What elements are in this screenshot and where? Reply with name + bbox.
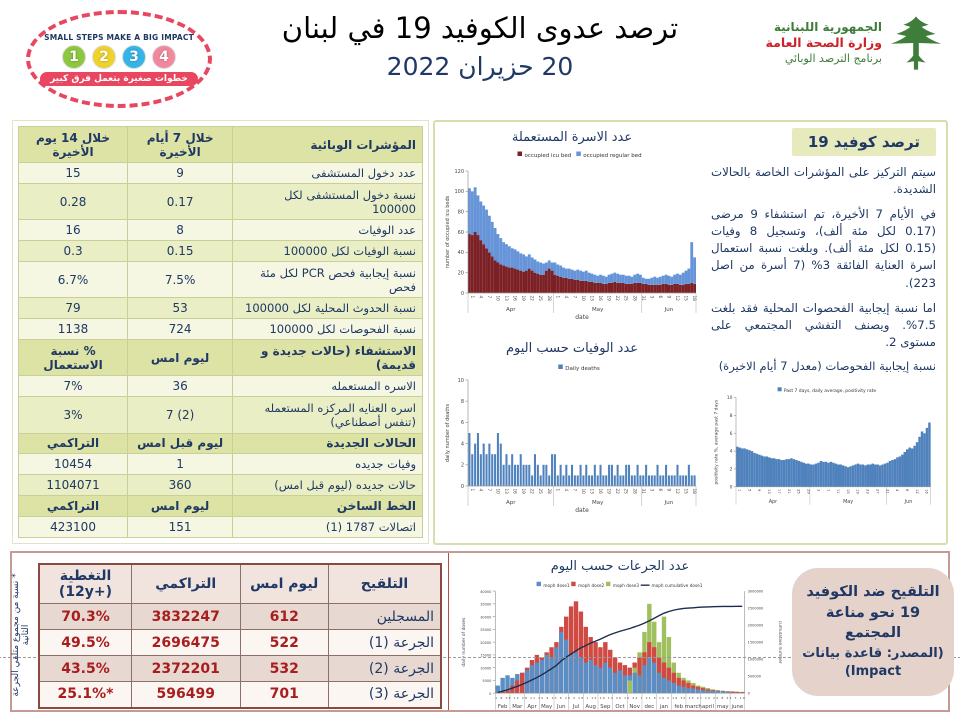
svg-text:Jun: Jun: [557, 703, 566, 710]
svg-text:19: 19: [521, 295, 527, 301]
svg-text:4: 4: [563, 295, 569, 299]
table-section-header: [19, 127, 423, 163]
svg-text:4: 4: [729, 449, 733, 455]
immunity-box-text: التلقيح ضد الكوفيد 19 نحو مناعة المجتمع: [806, 584, 940, 641]
step-1-circle: 1: [62, 45, 86, 69]
svg-text:Sep: Sep: [600, 703, 611, 710]
svg-text:12: 12: [675, 295, 680, 301]
svg-text:30000: 30000: [480, 615, 492, 620]
svg-text:19: 19: [606, 488, 612, 494]
header-cell: ليوم امس: [128, 496, 233, 517]
svg-text:Apr: Apr: [768, 498, 778, 505]
svg-text:4: 4: [895, 488, 900, 492]
indicator-value: 8: [128, 220, 233, 241]
header-cell: التراكمي: [19, 496, 128, 517]
table-row: [39, 656, 441, 682]
dose-value: 49.5%: [39, 630, 131, 656]
header-cell: خلال 7 أيام الأخيرة: [128, 127, 233, 163]
table-row: [19, 298, 423, 319]
svg-text:60: 60: [457, 229, 464, 236]
dose-value: 532: [240, 656, 328, 682]
svg-text:13: 13: [589, 488, 595, 494]
indicator-label: وفيات جديده: [233, 454, 423, 475]
svg-text:15000: 15000: [480, 653, 492, 658]
title-block: [250, 10, 710, 81]
svg-text:25: 25: [796, 488, 801, 494]
positivity-rate-chart: [711, 373, 936, 531]
doses-chart-block: [458, 555, 782, 720]
svg-text:120: 120: [454, 168, 464, 175]
indicator-value: 79: [19, 298, 128, 319]
svg-text:16: 16: [598, 295, 604, 301]
svg-text:1: 1: [555, 488, 561, 492]
table-row: [19, 319, 423, 340]
svg-text:moph cumulative dose1: moph cumulative dose1: [651, 582, 703, 588]
svg-text:1: 1: [469, 295, 475, 299]
svg-text:28: 28: [632, 488, 638, 494]
dose-value: 70.3%: [39, 604, 131, 630]
svg-text:19: 19: [855, 488, 860, 494]
table-row: [39, 682, 441, 708]
table-header-row: [39, 564, 441, 604]
indicator-label: اتصالات 1787 (1): [233, 517, 423, 538]
svg-text:10000: 10000: [480, 666, 492, 671]
header-cell: التراكمي: [19, 433, 128, 454]
svg-text:1000000: 1000000: [747, 657, 764, 662]
indicator-value: 0.3: [19, 241, 128, 262]
svg-text:13: 13: [504, 488, 509, 494]
occupied-beds-chart: [439, 145, 705, 337]
deaths-chart-block: [439, 341, 705, 530]
svg-text:occupied regular bed: occupied regular bed: [583, 152, 642, 159]
svg-text:date: date: [575, 507, 589, 514]
campaign-slogan-ar: خطوات صغيرة بتعمل فرق كبير: [40, 72, 198, 86]
svg-text:25: 25: [538, 488, 544, 494]
svg-text:Apr: Apr: [506, 307, 516, 313]
charts-column: [435, 122, 707, 543]
svg-text:6: 6: [460, 420, 464, 427]
indicator-label: نسبة الحدوث المحلية لكل 100000: [233, 298, 423, 319]
svg-text:11: 11: [836, 488, 841, 494]
svg-text:21: 21: [786, 488, 791, 494]
svg-text:May: May: [541, 703, 553, 710]
indicator-value: 360: [128, 475, 233, 496]
step-2-circle: 2: [92, 45, 116, 69]
svg-text:28: 28: [632, 295, 638, 301]
indicator-value: 423100: [19, 517, 128, 538]
indicator-value: 0.28: [19, 184, 128, 220]
report-date: 20 حزيران 2022: [386, 51, 574, 81]
vaccination-table: [38, 563, 442, 709]
svg-text:23: 23: [865, 488, 870, 494]
indicator-value: 15: [19, 163, 128, 184]
dose-value: 43.5%: [39, 656, 131, 682]
dose-value: 596499: [131, 682, 240, 708]
page-title: ترصد عدوى الكوفيد 19 في لبنان: [281, 11, 679, 45]
table-row: [19, 220, 423, 241]
dose-value: 2696475: [131, 630, 240, 656]
svg-text:9: 9: [666, 295, 672, 299]
svg-text:29: 29: [806, 488, 811, 494]
svg-text:1500000: 1500000: [747, 640, 764, 645]
dose-label: الجرعة (3): [328, 682, 441, 708]
header-cell: ليوم امس: [240, 564, 328, 604]
svg-text:28: 28: [546, 488, 552, 494]
indicator-value: 9: [128, 163, 233, 184]
svg-text:8: 8: [460, 399, 464, 405]
indicator-label: نسبة إيجابية فحص PCR لكل مئة فحص: [233, 262, 423, 298]
svg-text:Past 7 days, daily average, po: Past 7 days, daily average, positivity rate: [783, 388, 877, 394]
table-row: [19, 184, 423, 220]
svg-text:Mar: Mar: [512, 703, 523, 710]
svg-text:4: 4: [460, 441, 464, 448]
indicator-value: 1104071: [19, 475, 128, 496]
header-cell: التلقيح: [328, 564, 441, 604]
svg-text:feb: feb: [674, 703, 684, 710]
svg-text:2: 2: [460, 462, 464, 469]
vaccination-footnote: * نسبة من مجموع متلقي الجرعة الثانية: [11, 573, 31, 697]
indicator-value: 151: [128, 517, 233, 538]
svg-text:19: 19: [606, 295, 612, 301]
svg-text:13: 13: [589, 295, 595, 301]
svg-text:25: 25: [538, 295, 544, 301]
svg-text:22: 22: [615, 488, 621, 494]
svg-text:3: 3: [649, 295, 655, 299]
svg-text:2000000: 2000000: [747, 623, 764, 628]
svg-text:15: 15: [683, 488, 689, 494]
svg-text:moph dose1: moph dose1: [543, 582, 570, 588]
dose-value: 522: [240, 630, 328, 656]
indicator-value: 53: [128, 298, 233, 319]
table-section-header: [19, 433, 423, 454]
svg-text:cumulative number: cumulative number: [777, 620, 782, 664]
header-cell: المؤشرات الوبائية: [233, 127, 423, 163]
svg-text:35000: 35000: [480, 602, 492, 607]
dose-value: 2372201: [131, 656, 240, 682]
svg-text:daily number of deaths: daily number of deaths: [445, 403, 451, 463]
header-cell: الاستشفاء (حالات جديدة و قديمة): [233, 340, 423, 376]
svg-text:27: 27: [875, 488, 880, 494]
svg-text:25000: 25000: [480, 628, 492, 633]
table-row: [19, 475, 423, 496]
indicator-label: نسبة الفحوصات لكل 100000: [233, 319, 423, 340]
svg-text:12: 12: [914, 488, 919, 494]
header-cell: الخط الساخن: [233, 496, 423, 517]
svg-text:18: 18: [692, 295, 698, 301]
svg-text:40000: 40000: [480, 589, 492, 594]
beds-chart-block: [439, 130, 705, 337]
svg-text:dec: dec: [644, 703, 655, 710]
svg-text:Jun: Jun: [664, 500, 674, 506]
svg-text:31: 31: [640, 295, 646, 301]
svg-text:Jun: Jun: [664, 307, 674, 313]
svg-text:22: 22: [615, 295, 621, 301]
svg-text:6: 6: [657, 295, 663, 299]
indicator-value: 724: [128, 319, 233, 340]
svg-text:15: 15: [683, 295, 689, 301]
campaign-step-circles: [62, 45, 176, 69]
step-4-circle: 4: [152, 45, 176, 69]
svg-text:6: 6: [657, 488, 663, 492]
indicator-value: 7%: [19, 376, 128, 397]
header-cell: ليوم امس: [128, 340, 233, 376]
svg-text:16: 16: [512, 295, 518, 301]
svg-text:0: 0: [747, 691, 750, 696]
svg-text:500000: 500000: [747, 674, 762, 679]
svg-text:22: 22: [529, 488, 535, 494]
svg-text:4: 4: [478, 295, 484, 299]
svg-text:16: 16: [598, 488, 604, 494]
surveillance-paragraph-1: سيتم التركيز على المؤشرات الخاصة بالحالات الشديدة.: [711, 165, 936, 197]
cedar-tree-icon: [888, 12, 944, 74]
indicator-label: عدد الوفيات: [233, 220, 423, 241]
svg-text:20000: 20000: [480, 640, 492, 645]
svg-text:9: 9: [666, 488, 672, 492]
svg-text:7: 7: [572, 488, 578, 492]
indicator-value: 36: [128, 376, 233, 397]
dose-label: المسجلين: [328, 604, 441, 630]
svg-text:4: 4: [478, 488, 484, 492]
indicator-label: اسره العنايه المركزه المستعمله (تنفس أصطناعي): [233, 397, 423, 433]
indicator-value: 7 (2): [128, 397, 233, 433]
svg-text:april: april: [702, 703, 714, 710]
svg-text:3000000: 3000000: [747, 589, 764, 594]
header-cell: الحالات الجديدة: [233, 433, 423, 454]
svg-text:May: May: [592, 307, 604, 313]
daily-doses-chart: [458, 574, 782, 720]
svg-text:2500000: 2500000: [747, 606, 764, 611]
svg-text:Apr: Apr: [527, 703, 537, 710]
svg-text:daily number of doses: daily number of doses: [461, 617, 467, 667]
table-row: [39, 630, 441, 656]
svg-text:10: 10: [495, 488, 501, 494]
svg-text:20: 20: [457, 270, 464, 277]
svg-text:13: 13: [504, 295, 509, 301]
svg-text:0: 0: [729, 485, 733, 491]
svg-text:7: 7: [486, 488, 492, 492]
svg-text:may: may: [716, 703, 729, 710]
svg-text:40: 40: [457, 250, 464, 257]
svg-text:16: 16: [924, 488, 929, 494]
svg-text:May: May: [592, 500, 604, 506]
indicator-label: عدد دخول المستشفى: [233, 163, 423, 184]
svg-text:28: 28: [546, 295, 552, 301]
dose-value: 701: [240, 682, 328, 708]
svg-text:8: 8: [729, 413, 733, 419]
panel-divider: [448, 553, 449, 710]
header-cell: التراكمي: [131, 564, 240, 604]
step-3-circle: 3: [122, 45, 146, 69]
indicator-value: 3%: [19, 397, 128, 433]
dose-value: 612: [240, 604, 328, 630]
svg-text:12: 12: [675, 488, 680, 494]
table-row: [19, 454, 423, 475]
moph-line-republic: الجمهورية اللبنانية: [773, 20, 882, 35]
svg-text:jan: jan: [659, 703, 669, 710]
svg-text:2: 2: [729, 467, 733, 473]
moph-line-ministry: وزارة الصحة العامة: [765, 35, 882, 51]
campaign-slogan-en: SMALL STEPS MAKE A BIG IMPACT: [44, 32, 194, 42]
indicator-value: 10454: [19, 454, 128, 475]
dose-value: 25.1%*: [39, 682, 131, 708]
svg-text:13: 13: [767, 488, 772, 494]
svg-text:3: 3: [816, 488, 821, 492]
dose-label: الجرعة (1): [328, 630, 441, 656]
svg-text:22: 22: [529, 295, 535, 301]
svg-text:Nov: Nov: [629, 703, 640, 710]
svg-text:0: 0: [460, 290, 464, 297]
svg-text:18: 18: [692, 488, 698, 494]
indicator-label: الاسره المستعمله: [233, 376, 423, 397]
svg-text:80: 80: [457, 209, 464, 216]
moph-logo-text: [766, 19, 882, 67]
svg-text:Aug: Aug: [585, 703, 596, 710]
svg-text:Feb: Feb: [497, 703, 508, 710]
indicator-label: حالات جديده (ليوم قبل امس): [233, 475, 423, 496]
dose-label: الجرعة (2): [328, 656, 441, 682]
svg-text:positivity rate %, average pas: positivity rate %, average past 7 days: [714, 399, 720, 485]
svg-text:9: 9: [757, 488, 762, 492]
dose-value: 3832247: [131, 604, 240, 630]
svg-text:25: 25: [623, 488, 629, 494]
moph-logo: [766, 12, 944, 74]
deaths-chart-title: عدد الوفيات حسب اليوم: [505, 341, 639, 356]
header-cell: % نسبة الاستعمال: [19, 340, 128, 376]
surveillance-charts-panel: [433, 120, 948, 545]
svg-text:8: 8: [905, 488, 909, 492]
svg-text:1: 1: [469, 488, 475, 492]
svg-text:31: 31: [885, 488, 890, 494]
svg-text:number of occupied icu beds: number of occupied icu beds: [445, 195, 451, 269]
header-cell: خلال 14 يوم الأخيرة: [19, 127, 128, 163]
svg-text:5: 5: [747, 488, 752, 492]
svg-text:10: 10: [581, 295, 586, 301]
svg-text:19: 19: [521, 488, 527, 494]
svg-text:occupied icu bed: occupied icu bed: [524, 152, 572, 159]
table-row: [19, 262, 423, 298]
svg-text:17: 17: [776, 488, 781, 494]
table-row: [19, 517, 423, 538]
svg-text:10: 10: [581, 488, 586, 494]
svg-text:5000: 5000: [482, 679, 492, 684]
svg-text:1: 1: [555, 295, 561, 299]
svg-text:25: 25: [623, 295, 629, 301]
table-row: [19, 397, 423, 433]
svg-text:0: 0: [460, 483, 464, 490]
surveillance-paragraph-3: اما نسبة إيجابية الفحصوات المحلية فقد بلغت 7.5%. ويصنف التفشي المجتمعي على مستوى 2.: [711, 300, 936, 349]
svg-text:moph dose3: moph dose3: [612, 582, 639, 588]
indicator-value: 1: [128, 454, 233, 475]
svg-text:date: date: [575, 314, 589, 321]
indicator-value: 0.15: [128, 241, 233, 262]
svg-text:16: 16: [512, 488, 518, 494]
svg-text:31: 31: [640, 488, 646, 494]
svg-text:May: May: [843, 498, 854, 505]
svg-text:6: 6: [729, 431, 733, 437]
indicator-value: 7.5%: [128, 262, 233, 298]
header-cell: ليوم قبل امس: [128, 433, 233, 454]
indicators-panel: [12, 120, 429, 544]
indicator-value: 0.17: [128, 184, 233, 220]
table-row: [19, 241, 423, 262]
daily-deaths-chart: [439, 358, 705, 530]
immunity-box-source: (المصدر: قاعدة بيانات Impact): [802, 646, 944, 680]
table-row: [19, 163, 423, 184]
svg-text:7: 7: [572, 295, 578, 299]
svg-text:10: 10: [495, 295, 501, 301]
campaign-logo: [26, 10, 212, 108]
table-row: [39, 604, 441, 630]
vaccination-panel: [10, 551, 950, 712]
svg-text:15: 15: [845, 488, 850, 494]
indicator-value: 6.7%: [19, 262, 128, 298]
indicators-table: [18, 126, 423, 538]
indicator-label: نسبة دخول المستشفى لكل 100000: [233, 184, 423, 220]
svg-text:Apr: Apr: [506, 500, 516, 506]
surveillance-text-column: [707, 122, 946, 543]
svg-text:100: 100: [454, 189, 464, 196]
svg-text:Jun: Jun: [904, 498, 913, 505]
positivity-chart-title: نسبة إيجابية الفحوصات (معدل 7 أيام الاخيرة): [718, 358, 936, 373]
moph-line-program: برنامج الترصد الوبائي: [784, 52, 882, 66]
header-cell: التغطية (+12y): [39, 564, 131, 604]
svg-text:march: march: [684, 703, 702, 710]
svg-text:1: 1: [737, 488, 742, 492]
svg-text:june: june: [731, 703, 744, 710]
doses-chart-title: عدد الجرعات حسب اليوم: [550, 559, 690, 574]
svg-text:Daily deaths: Daily deaths: [565, 365, 600, 372]
indicator-value: 16: [19, 220, 128, 241]
svg-text:7: 7: [486, 295, 492, 299]
svg-text:10: 10: [726, 396, 733, 402]
svg-text:0: 0: [489, 691, 492, 696]
surveillance-paragraph-2: في الأيام 7 الأخيرة، تم استشفاء 9 مرضى (0.17 لكل مئة ألف)، وتسجيل 8 وفيات (0.15 لكل مئة ألف). وبلغت نسبة استعمال اسرة العناية الفائقة 3% (7 أسرة من اصل 223).: [711, 207, 937, 290]
indicator-value: 1138: [19, 319, 128, 340]
indicator-label: نسبة الوفيات لكل 100000: [233, 241, 423, 262]
svg-text:3: 3: [649, 488, 655, 492]
svg-text:4: 4: [563, 488, 569, 492]
svg-text:Oct: Oct: [615, 703, 625, 710]
svg-text:10: 10: [457, 377, 464, 384]
svg-text:Jul: Jul: [572, 703, 580, 710]
table-row: [19, 376, 423, 397]
surveillance-title-badge: ترصد كوفيد 19: [792, 128, 936, 156]
community-immunity-box: [792, 568, 954, 696]
beds-chart-title: عدد الاسرة المستعملة: [511, 130, 633, 145]
svg-text:1 8 28 14 28 11 25 9 23 6 20 4: 1 8 28 14 28 11 25 9 23 6 20 4 18 1 15 29 12 26 10 24 7 21 5 19 2 16 30 13 27 10 24 8 22 5 19: [495, 696, 745, 701]
svg-text:moph dose2: moph dose2: [578, 582, 605, 588]
table-section-header: [19, 340, 423, 376]
svg-text:7: 7: [826, 488, 831, 492]
table-section-header: [19, 496, 423, 517]
